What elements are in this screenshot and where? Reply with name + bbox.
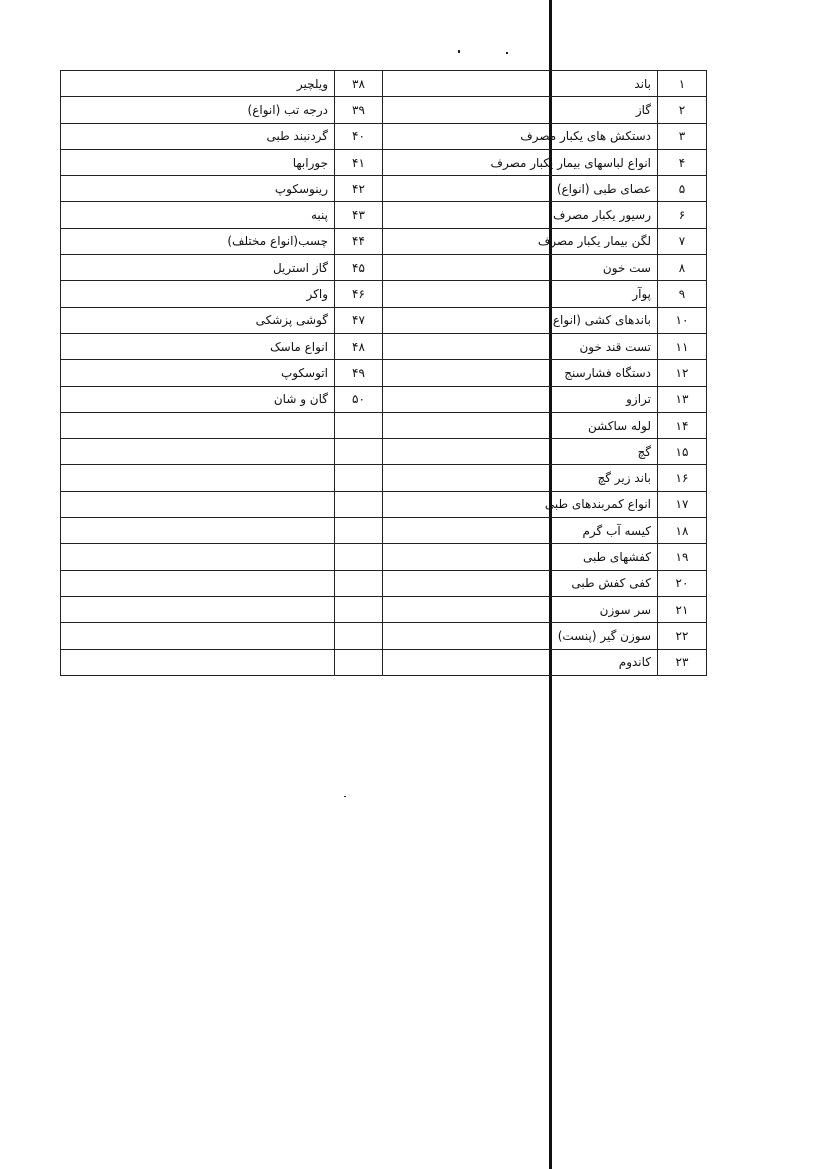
item-number-cell	[335, 623, 383, 649]
table-row	[61, 71, 707, 97]
item-name-cell: انواع کمربندهای طبی	[383, 491, 658, 517]
item-name-cell: انواع ماسک	[61, 333, 335, 359]
table-row	[61, 439, 707, 465]
item-number-cell: ۱۰	[658, 307, 707, 333]
item-number-cell	[335, 412, 383, 438]
item-number-cell: ۶	[658, 202, 707, 228]
item-number-cell: ۲۲	[658, 623, 707, 649]
item-number-cell: ۳	[658, 123, 707, 149]
item-name-cell: کفی کفش طبی	[383, 570, 658, 596]
item-number-cell: ۴۸	[335, 333, 383, 359]
item-number-cell: ۴۵	[335, 255, 383, 281]
item-number-cell: ۴۴	[335, 228, 383, 254]
item-name-cell: چسب(انواع مختلف)	[61, 228, 335, 254]
item-name-cell: باندهای کشی (انواع)	[383, 307, 658, 333]
item-number-cell: ۷	[658, 228, 707, 254]
table-row	[61, 255, 707, 281]
item-name-cell: گاز استریل	[61, 255, 335, 281]
item-name-cell: جورابها	[61, 149, 335, 175]
item-name-cell: گردنبند طبی	[61, 123, 335, 149]
item-number-cell: ۴۷	[335, 307, 383, 333]
item-name-cell: گاز	[383, 97, 658, 123]
item-name-cell: باند زیر گچ	[383, 465, 658, 491]
item-number-cell: ۱۱	[658, 333, 707, 359]
item-number-cell	[335, 570, 383, 596]
item-number-cell	[335, 544, 383, 570]
table-row	[61, 360, 707, 386]
item-name-cell	[61, 518, 335, 544]
scan-speck	[344, 796, 346, 797]
table-row	[61, 149, 707, 175]
table-row	[61, 649, 707, 675]
item-number-cell	[335, 439, 383, 465]
item-number-cell	[335, 465, 383, 491]
item-name-cell: کیسه آب گرم	[383, 518, 658, 544]
item-name-cell: دستگاه فشارسنج	[383, 360, 658, 386]
item-name-cell: پنبه	[61, 202, 335, 228]
item-number-cell	[335, 596, 383, 622]
table-row	[61, 97, 707, 123]
table-row	[61, 412, 707, 438]
table-row	[61, 281, 707, 307]
items-table	[60, 70, 707, 676]
table-row	[61, 491, 707, 517]
item-name-cell	[61, 412, 335, 438]
item-number-cell: ۵	[658, 176, 707, 202]
item-name-cell: ست خون	[383, 255, 658, 281]
item-name-cell: لوله ساکشن	[383, 412, 658, 438]
item-number-cell: ۴	[658, 149, 707, 175]
item-name-cell	[61, 649, 335, 675]
item-number-cell: ۳۸	[335, 71, 383, 97]
item-number-cell: ۲۱	[658, 596, 707, 622]
item-name-cell	[61, 439, 335, 465]
table-row	[61, 570, 707, 596]
table-row	[61, 333, 707, 359]
item-number-cell: ۹	[658, 281, 707, 307]
table-row	[61, 202, 707, 228]
item-name-cell: گان و شان	[61, 386, 335, 412]
table-row	[61, 307, 707, 333]
item-name-cell: انواع لباسهای بیمار یکبار مصرف	[383, 149, 658, 175]
scan-speck	[506, 52, 508, 54]
item-name-cell	[61, 623, 335, 649]
item-number-cell: ۸	[658, 255, 707, 281]
item-name-cell: واکر	[61, 281, 335, 307]
table-row	[61, 123, 707, 149]
item-number-cell: ۱۷	[658, 491, 707, 517]
scan-speck	[458, 50, 460, 53]
item-name-cell	[61, 596, 335, 622]
item-name-cell: رینوسکوپ	[61, 176, 335, 202]
item-number-cell: ۴۶	[335, 281, 383, 307]
item-number-cell: ۲۳	[658, 649, 707, 675]
item-number-cell: ۱۴	[658, 412, 707, 438]
item-name-cell: عصای طبی (انواع)	[383, 176, 658, 202]
table-row	[61, 596, 707, 622]
item-name-cell: پوآر	[383, 281, 658, 307]
table-row	[61, 228, 707, 254]
item-number-cell: ۱۶	[658, 465, 707, 491]
item-name-cell	[61, 570, 335, 596]
table-row	[61, 623, 707, 649]
item-number-cell	[335, 491, 383, 517]
item-name-cell	[61, 491, 335, 517]
item-number-cell: ۲	[658, 97, 707, 123]
item-number-cell	[335, 518, 383, 544]
item-number-cell: ۱	[658, 71, 707, 97]
item-name-cell	[61, 544, 335, 570]
item-name-cell	[61, 465, 335, 491]
item-number-cell: ۴۲	[335, 176, 383, 202]
item-number-cell: ۴۳	[335, 202, 383, 228]
item-name-cell: سوزن گیر (پنست)	[383, 623, 658, 649]
item-number-cell: ۱۳	[658, 386, 707, 412]
item-name-cell: ترازو	[383, 386, 658, 412]
items-table-body	[61, 71, 707, 676]
item-name-cell: ویلچیر	[61, 71, 335, 97]
item-name-cell: رسیور یکبار مصرف	[383, 202, 658, 228]
item-number-cell	[335, 649, 383, 675]
item-name-cell: درجه تب (انواع)	[61, 97, 335, 123]
item-name-cell: کفشهای طبی	[383, 544, 658, 570]
item-name-cell: تست قند خون	[383, 333, 658, 359]
item-number-cell: ۴۹	[335, 360, 383, 386]
item-number-cell: ۴۱	[335, 149, 383, 175]
item-name-cell: دستکش های یکبار مصرف	[383, 123, 658, 149]
table-row	[61, 386, 707, 412]
table-row	[61, 465, 707, 491]
item-number-cell: ۱۸	[658, 518, 707, 544]
item-number-cell: ۱۵	[658, 439, 707, 465]
item-number-cell: ۳۹	[335, 97, 383, 123]
item-name-cell: گوشی پزشکی	[61, 307, 335, 333]
item-name-cell: گچ	[383, 439, 658, 465]
item-number-cell: ۵۰	[335, 386, 383, 412]
item-name-cell: سر سوزن	[383, 596, 658, 622]
table-row	[61, 176, 707, 202]
item-name-cell: اتوسکوپ	[61, 360, 335, 386]
item-number-cell: ۱۲	[658, 360, 707, 386]
item-name-cell: کاندوم	[383, 649, 658, 675]
item-name-cell: باند	[383, 71, 658, 97]
table-row	[61, 544, 707, 570]
item-number-cell: ۱۹	[658, 544, 707, 570]
item-name-cell: لگن بیمار یکبار مصرف	[383, 228, 658, 254]
table-row	[61, 518, 707, 544]
item-number-cell: ۲۰	[658, 570, 707, 596]
item-number-cell: ۴۰	[335, 123, 383, 149]
